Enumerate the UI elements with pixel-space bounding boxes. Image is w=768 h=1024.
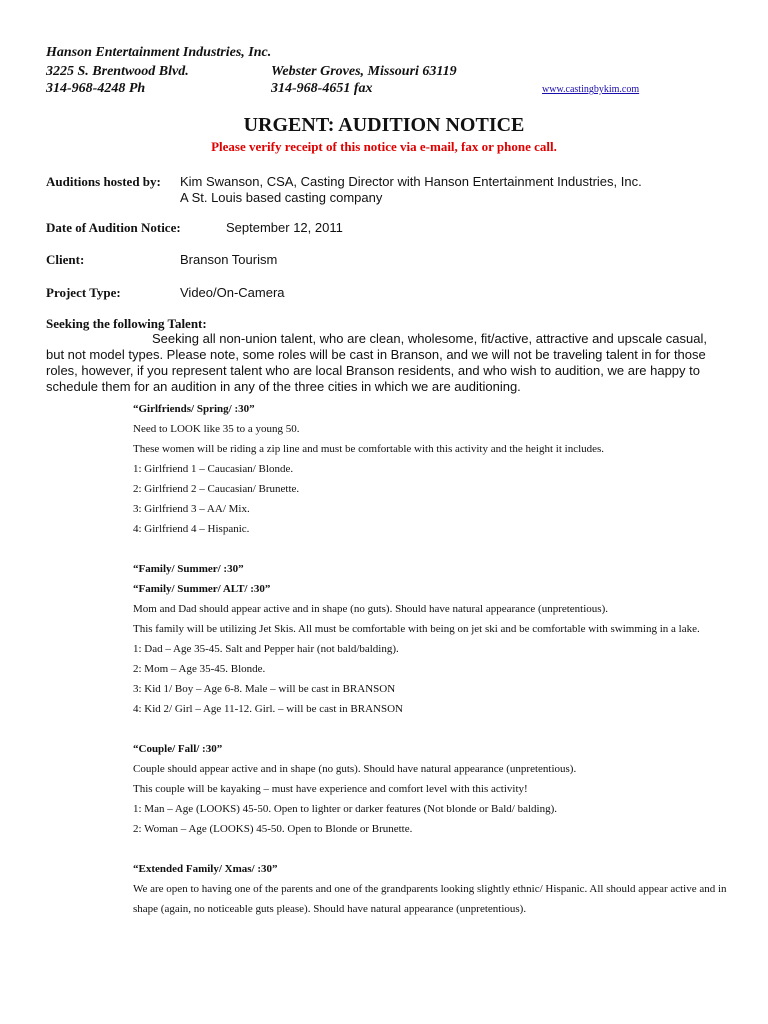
list-item: 1: Man – Age (LOOKS) 45-50. Open to lighter or darker features (Not blonde or Bald/ balding). <box>133 803 558 815</box>
hosted-by-label: Auditions hosted by: <box>46 174 161 189</box>
seeking-heading: Seeking the following Talent: <box>46 316 207 331</box>
list-item: 3: Girlfriend 3 – AA/ Mix. <box>133 503 250 515</box>
fax-number: 314-968-4651 fax <box>271 81 373 96</box>
talent-sections <box>133 399 733 919</box>
list-item: 4: Girlfriend 4 – Hispanic. <box>133 523 250 535</box>
extended-family-text: We are open to having one of the parents and one of the grandparents looking slightly ethnic/ Hispanic. All should appear active and in shape (again, no noticeable guts please). Should have natural appearance (unpretentious). <box>133 883 727 915</box>
list-item: Need to LOOK like 35 to a young 50. <box>133 423 300 435</box>
extended-family-title: “Extended Family/ Xmas/ :30” <box>133 863 278 875</box>
list-item: These women will be riding a zip line and must be comfortable with this activity and the height it includes. <box>133 443 605 455</box>
list-item: 2: Girlfriend 2 – Caucasian/ Brunette. <box>133 483 300 495</box>
page-title: URGENT: AUDITION NOTICE <box>243 114 525 136</box>
list-item: This couple will be kayaking – must have experience and comfort level with this activity! <box>133 783 528 795</box>
project-type-label: Project Type: <box>46 285 121 300</box>
hosted-by-value: Kim Swanson, CSA, Casting Director with Hanson Entertainment Industries, Inc. <box>180 174 642 189</box>
couple-title: “Couple/ Fall/ :30” <box>133 743 223 755</box>
family-title: “Family/ Summer/ :30” <box>133 563 244 575</box>
list-item: 4: Kid 2/ Girl – Age 11-12. Girl. – will be cast in BRANSON <box>133 703 403 715</box>
family-alt-title: “Family/ Summer/ ALT/ :30” <box>133 583 271 595</box>
list-item: 1: Dad – Age 35-45. Salt and Pepper hair (not bald/balding). <box>133 643 399 655</box>
street-address: 3225 S. Brentwood Blvd. <box>46 64 189 79</box>
seeking-paragraph: Seeking all non-union talent, who are clean, wholesome, fit/active, attractive and upscale casual, but not model types. Please note, some roles will be cast in Branson, and we will not be traveling talent in for those roles, however, if you represent talent who are local Branson residents, and who wish to audition, we are happy to schedule them for an audition in any of the three cities in which we are auditioning. <box>46 331 707 394</box>
project-type-value: Video/On-Camera <box>180 285 285 300</box>
list-item: Couple should appear active and in shape (no guts). Should have natural appearance (unpretentious). <box>133 763 577 775</box>
list-item: This family will be utilizing Jet Skis. All must be comfortable with being on jet ski and be comfortable with swimming in a lake. <box>133 623 700 635</box>
list-item: 3: Kid 1/ Boy – Age 6-8. Male – will be cast in BRANSON <box>133 683 396 695</box>
city-address: Webster Groves, Missouri 63119 <box>271 64 457 79</box>
website-link[interactable]: www.castingbykim.com <box>542 84 640 95</box>
page-subtitle: Please verify receipt of this notice via e-mail, fax or phone call. <box>211 139 557 154</box>
client-value: Branson Tourism <box>180 252 278 267</box>
girlfriends-title: “Girlfriends/ Spring/ :30” <box>133 403 255 415</box>
hosted-by-company: A St. Louis based casting company <box>180 190 383 205</box>
phone-number: 314-968-4248 Ph <box>46 81 146 96</box>
list-item: Mom and Dad should appear active and in shape (no guts). Should have natural appearance (unpretentious). <box>133 603 608 615</box>
company-name: Hanson Entertainment Industries, Inc. <box>46 45 272 60</box>
client-label: Client: <box>46 252 85 267</box>
date-label: Date of Audition Notice: <box>46 220 181 235</box>
date-value: September 12, 2011 <box>226 220 343 235</box>
list-item: 1: Girlfriend 1 – Caucasian/ Blonde. <box>133 463 294 475</box>
list-item: 2: Woman – Age (LOOKS) 45-50. Open to Blonde or Brunette. <box>133 823 413 835</box>
list-item: 2: Mom – Age 35-45. Blonde. <box>133 663 266 675</box>
